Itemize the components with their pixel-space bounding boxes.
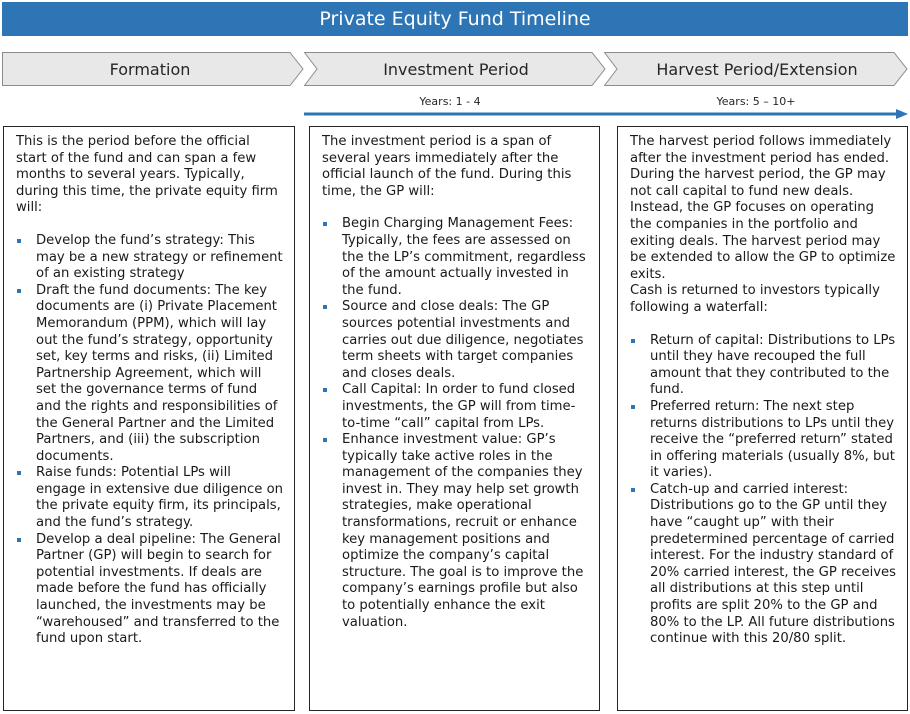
bullet-icon (17, 538, 21, 542)
bullet-icon (17, 289, 21, 293)
bullet-icon (323, 222, 327, 226)
timeline-arrow (304, 107, 908, 121)
phase-label: Investment Period (383, 59, 529, 79)
bullet-icon (323, 305, 327, 309)
bullet-icon (631, 405, 635, 409)
phase-formation (2, 52, 304, 86)
formation-intro: This is the period before the official start of the fund and can span a few months to several years. Typically, during this time, the private equity firm will: (16, 134, 278, 216)
page-title: Private Equity Fund Timeline (2, 2, 908, 36)
list-item: Draft the fund documents: The key documents are (i) Private Placement Memorandum (PPM), which will lay out the fund’s strategy, opportunity set, key terms and risks, (ii) Limited Partnership Agreement, which will set the governance terms of fund and the rights and responsibilities of the General Partner and the Limited Partners, and (iii) the subscription documents. (16, 283, 284, 466)
list-item: Call Capital: In order to fund closed investments, the GP will from time-to-time “call” capital from LPs. (322, 382, 589, 432)
phase-investment (304, 52, 606, 86)
years-harvest: Years: 5 – 10+ (716, 95, 796, 108)
years-investment: Years: 1 - 4 (419, 95, 481, 108)
phase-label: Harvest Period/Extension (656, 59, 858, 79)
list-item: Begin Charging Management Fees: Typically, the fees are assessed on the the LP’s commitment, regardless of the amount actually invested in the fund. (322, 216, 589, 299)
bullet-icon (631, 488, 635, 492)
bullet-icon (17, 239, 21, 243)
formation-box (3, 126, 295, 711)
phase-label: Formation (109, 59, 191, 79)
bullet-icon (323, 388, 327, 392)
formation-list (16, 233, 284, 648)
list-item: Catch-up and carried interest: Distributions go to the GP until they have “caught up” with their predetermined percentage of carried interest. For the industry standard of 20% carried interest, the GP receives all distributions at this step until profits are split 20% to the GP and 80% to the LP. All future distributions continue with this 20/80 split. (630, 482, 897, 648)
bullet-icon (17, 471, 21, 475)
phase-harvest (604, 52, 908, 86)
investment-list (322, 216, 589, 631)
list-item: Develop the fund’s strategy: This may be a new strategy or refinement of an existing strategy (16, 233, 284, 283)
list-item: Preferred return: The next step returns distributions to LPs until they receive the “preferred return” stated in offering materials (usually 8%, but it varies). (630, 399, 897, 482)
list-item: Develop a deal pipeline: The General Partner (GP) will begin to search for potential investments. If deals are made before the fund has officially launched, the investments may be “warehoused” and transferred to the fund upon start. (16, 532, 284, 648)
investment-box (309, 126, 600, 711)
list-item: Enhance investment value: GP’s typically take active roles in the management of the companies they invest in. They may help set growth strategies, make operational transformations, recruit or enhance key management positions and optimize the company’s capital structure. The goal is to improve the company’s earnings profile but also to potentially enhance the exit valuation. (322, 432, 589, 631)
harvest-intro: The harvest period follows immediately after the investment period has ended. During the harvest period, the GP may not call capital to fund new deals. Instead, the GP focuses on operating the companies in the portfolio and exiting deals. The harvest period may be extended to allow the GP to optimize exits. (630, 134, 896, 282)
harvest-box (617, 126, 908, 711)
bullet-icon (323, 438, 327, 442)
list-item: Raise funds: Potential LPs will engage in extensive due diligence on the private equity firm, its principals, and the fund’s strategy. (16, 465, 284, 531)
list-item: Return of capital: Distributions to LPs until they have recouped the full amount that they contributed to the fund. (630, 333, 897, 399)
harvest-intro-2: Cash is returned to investors typically following a waterfall: (630, 283, 880, 315)
harvest-list (630, 333, 897, 648)
list-item: Source and close deals: The GP sources potential investments and carries out due diligence, negotiates term sheets with target companies and closes deals. (322, 299, 589, 382)
investment-intro: The investment period is a span of several years immediately after the official launch of the fund. During this time, the GP will: (322, 134, 572, 199)
bullet-icon (631, 339, 635, 343)
